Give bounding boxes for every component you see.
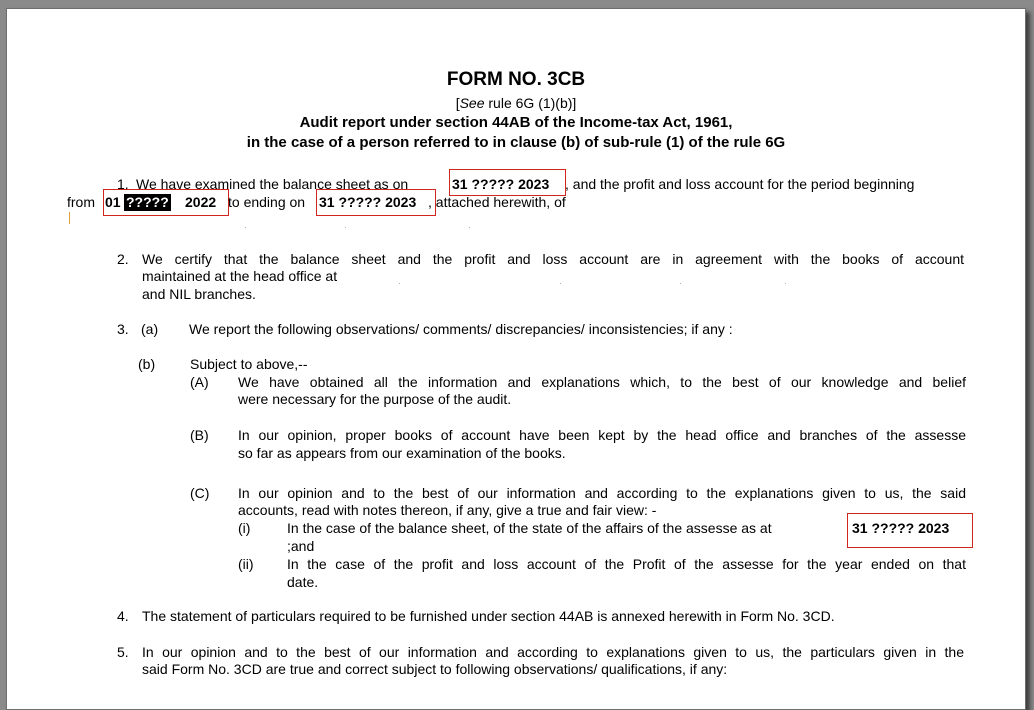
para2-number: 2.: [117, 251, 129, 267]
para1-date-from-month-selected[interactable]: ?????: [126, 194, 169, 210]
para3Cii-label: (ii): [238, 556, 254, 572]
para3A-line-1: We have obtained all the information and explanations which, to the best of our knowledge and belief: [238, 374, 966, 390]
para1-from: from: [67, 194, 95, 210]
para1-text-c: , attached herewith, of: [428, 194, 566, 210]
para1-date-from-year[interactable]: 2022: [185, 194, 217, 210]
para3Ci-label: (i): [238, 520, 251, 536]
para5-line-2: said Form No. 3CD are true and correct subject to following observations/ qualifications, if any:: [142, 661, 728, 677]
para1-date-to[interactable]: 31 ????? 2023: [319, 194, 417, 210]
para2-line-3: and NIL branches.: [142, 286, 256, 302]
para3Cii-line-2: date.: [287, 574, 319, 590]
para3B-label: (B): [190, 427, 209, 443]
para1-to-ending: to ending on: [228, 194, 306, 210]
para3B-line-2: so far as appears from our examination of the books.: [238, 445, 566, 461]
para4-number: 4.: [117, 608, 129, 624]
date-highlight-box: [103, 189, 229, 216]
para3A-line-2: were necessary for the purpose of the audit.: [238, 391, 512, 407]
para1-text-b: , and the profit and loss account for the period beginning: [565, 176, 915, 192]
para3B-line-1: In our opinion, proper books of account have been kept by the head office and branches of the assesse: [238, 427, 966, 443]
para3a-text: We report the following observations/ comments/ discrepancies/ inconsistencies; if any :: [189, 321, 733, 337]
para3Ci-date[interactable]: 31 ????? 2023: [852, 520, 950, 536]
para3C-line-2: accounts, read with notes thereon, if any, give a true and fair view: -: [238, 502, 657, 518]
date-highlight-box: [449, 169, 566, 196]
para3-number: 3.: [117, 321, 129, 337]
para3b-label: (b): [138, 356, 156, 372]
para3b-text: Subject to above,--: [190, 356, 308, 372]
text-cursor: [69, 212, 70, 224]
para4-text: The statement of particulars required to be furnished under section 44AB is annexed herewith in Form No. 3CD.: [142, 608, 835, 624]
form-subtitle-2: in the case of a person referred to in clause (b) of sub-rule (1) of the rule 6G: [246, 134, 786, 151]
para3Cii-line-1: In the case of the profit and loss account of the Profit of the assesse for the year ended on that: [287, 556, 966, 572]
rule-reference: [See rule 6G (1)(b)]: [455, 95, 577, 111]
form-title: FORM NO. 3CB: [446, 69, 586, 90]
para2-line-2: maintained at the head office at: [142, 268, 338, 284]
para2-line-1: We certify that the balance sheet and the profit and loss account are in agreement with the books of account: [142, 251, 964, 267]
date-highlight-box: [847, 513, 973, 548]
para1-date-from-day[interactable]: 01: [105, 194, 121, 210]
form-subtitle-1: Audit report under section 44AB of the Income-tax Act, 1961,: [299, 114, 733, 131]
para3A-label: (A): [190, 374, 209, 390]
para1-number: 1.: [117, 176, 129, 192]
document-page: [6, 8, 1026, 710]
para5-number: 5.: [117, 644, 129, 660]
para3Ci-line-1: In the case of the balance sheet, of the state of the affairs of the assesse as at: [287, 520, 772, 536]
para3C-label: (C): [190, 485, 210, 501]
date-highlight-box: [316, 189, 436, 216]
para5-line-1: In our opinion and to the best of our information and according to explanations given to us, the particulars given in the: [142, 644, 964, 660]
para1-text-a: We have examined the balance sheet as on: [136, 176, 409, 192]
para3a-label: (a): [141, 321, 159, 337]
para1-date-balance-sheet[interactable]: 31 ????? 2023: [452, 176, 550, 192]
para3Ci-line-2: ;and: [287, 538, 315, 554]
para3C-line-1: In our opinion and to the best of our information and according to the explanations given to us, the said: [238, 485, 966, 501]
